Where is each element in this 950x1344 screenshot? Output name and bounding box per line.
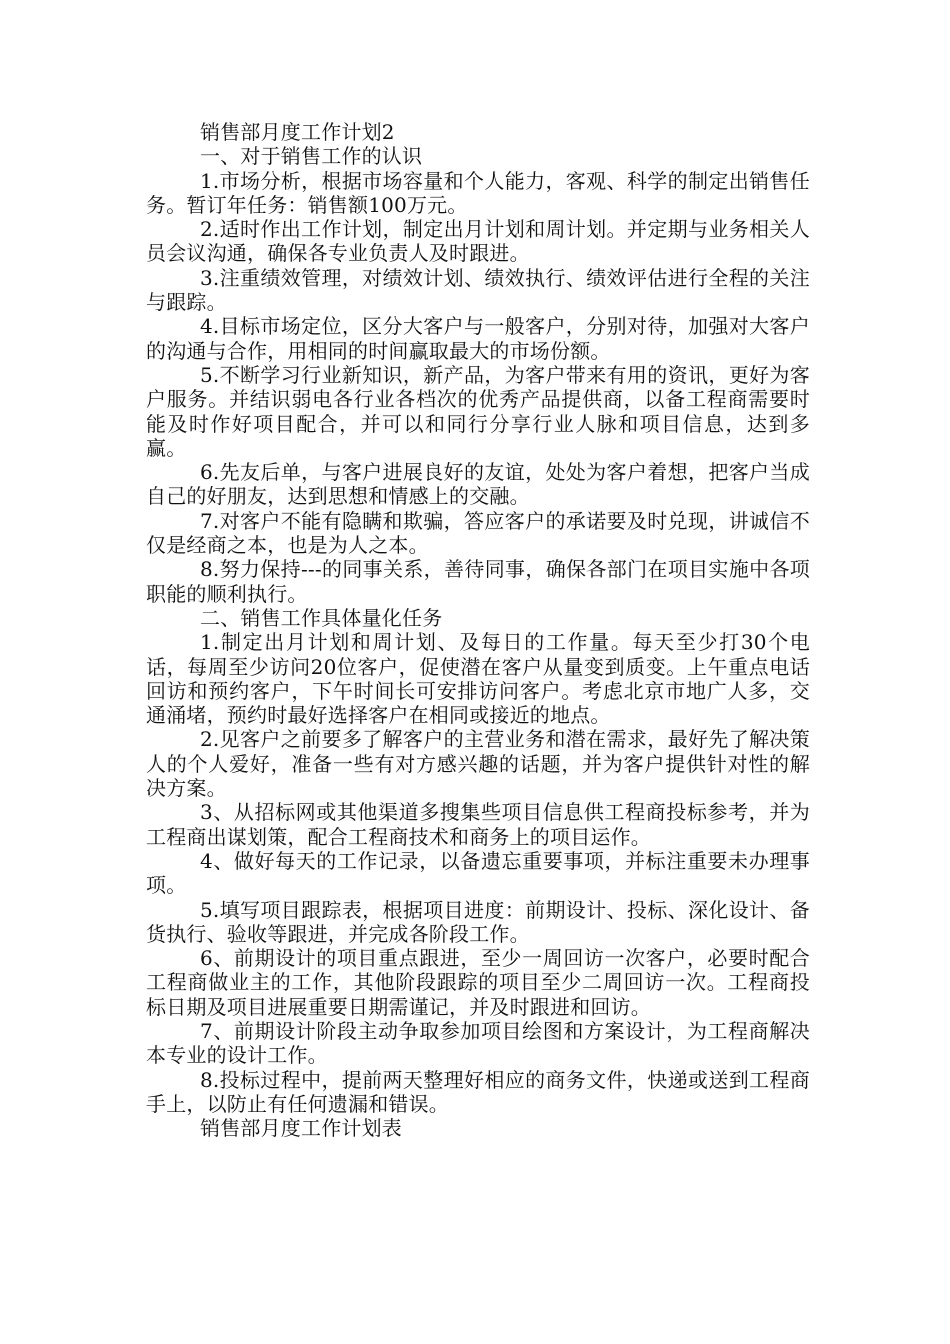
section-1-item-6: 6.先友后单，与客户进展良好的友谊，处处为客户着想，把客户当成自己的好朋友，达到思想和情感上的交融。 [146, 460, 810, 509]
document-title: 销售部月度工作计划2 [200, 120, 395, 144]
section-1-item-5: 5.不断学习行业新知识，新产品，为客户带来有用的资讯，更好为客户服务。并结识弱电各行业各档次的优秀产品提供商，以备工程商需要时能及时作好项目配合，并可以和同行分享行业人脉和项目信息，达到多赢。 [146, 362, 810, 460]
section-2-item-4: 4、做好每天的工作记录，以备遗忘重要事项，并标注重要未办理事项。 [146, 848, 810, 898]
section-1-item-8: 8.努力保持---的同事关系，善待同事，确保各部门在项目实施中各项职能的顺利执行。 [146, 557, 810, 606]
section-2-item-7: 7、前期设计阶段主动争取参加项目绘图和方案设计，为工程商解决本专业的设计工作。 [146, 1018, 810, 1068]
section-2-heading: 二、销售工作具体量化任务 [200, 605, 443, 630]
section-2-item-6: 6、前期设计的项目重点跟进，至少一周回访一次客户，必要时配合工程商做业主的工作，其他阶段跟踪的项目至少二周回访一次。工程商投标日期及项目进展重要日期需谨记，并及时跟进和回访。 [146, 946, 810, 1019]
section-1-heading: 一、对于销售工作的认识 [200, 144, 423, 169]
section-2-item-5: 5.填写项目跟踪表，根据项目进度：前期设计、投标、深化设计、备货执行、验收等跟进，并完成各阶段工作。 [146, 897, 810, 946]
section-2-item-8: 8.投标过程中，提前两天整理好相应的商务文件，快递或送到工程商手上，以防止有任何遗漏和错误。 [146, 1067, 810, 1116]
section-2-item-3: 3、从招标网或其他渠道多搜集些项目信息供工程商投标参考，并为工程商出谋划策，配合工程商技术和商务上的项目运作。 [146, 800, 810, 849]
section-1-item-1: 1.市场分析，根据市场容量和个人能力，客观、科学的制定出销售任务。暂订年任务：销售额100万元。 [146, 168, 810, 217]
footer-heading: 销售部月度工作计划表 [200, 1116, 402, 1141]
section-1-item-4: 4.目标市场定位，区分大客户与一般客户，分别对待，加强对大客户的沟通与合作，用相同的时间赢取最大的市场份额。 [146, 314, 810, 363]
section-1-item-7: 7.对客户不能有隐瞒和欺骗，答应客户的承诺要及时兑现，讲诚信不仅是经商之本，也是为人之本。 [146, 508, 810, 558]
section-1-item-2: 2.适时作出工作计划，制定出月计划和周计划。并定期与业务相关人员会议沟通，确保各专业负责人及时跟进。 [146, 217, 810, 266]
section-2-item-2: 2.见客户之前要多了解客户的主营业务和潜在需求，最好先了解决策人的个人爱好，准备一些有对方感兴趣的话题，并为客户提供针对性的解决方案。 [146, 727, 810, 801]
section-1-item-3: 3.注重绩效管理，对绩效计划、绩效执行、绩效评估进行全程的关注与跟踪。 [146, 265, 810, 315]
section-2-item-1: 1.制定出月计划和周计划、及每日的工作量。每天至少打30个电话，每周至少访问20位客户，促使潜在客户从量变到质变。上午重点电话回访和预约客户，下午时间长可安排访问客户。考虑北京市地广人多，交通涌堵，预约时最好选择客户在相同或接近的地点。 [146, 630, 810, 728]
document-page [146, 120, 810, 1140]
